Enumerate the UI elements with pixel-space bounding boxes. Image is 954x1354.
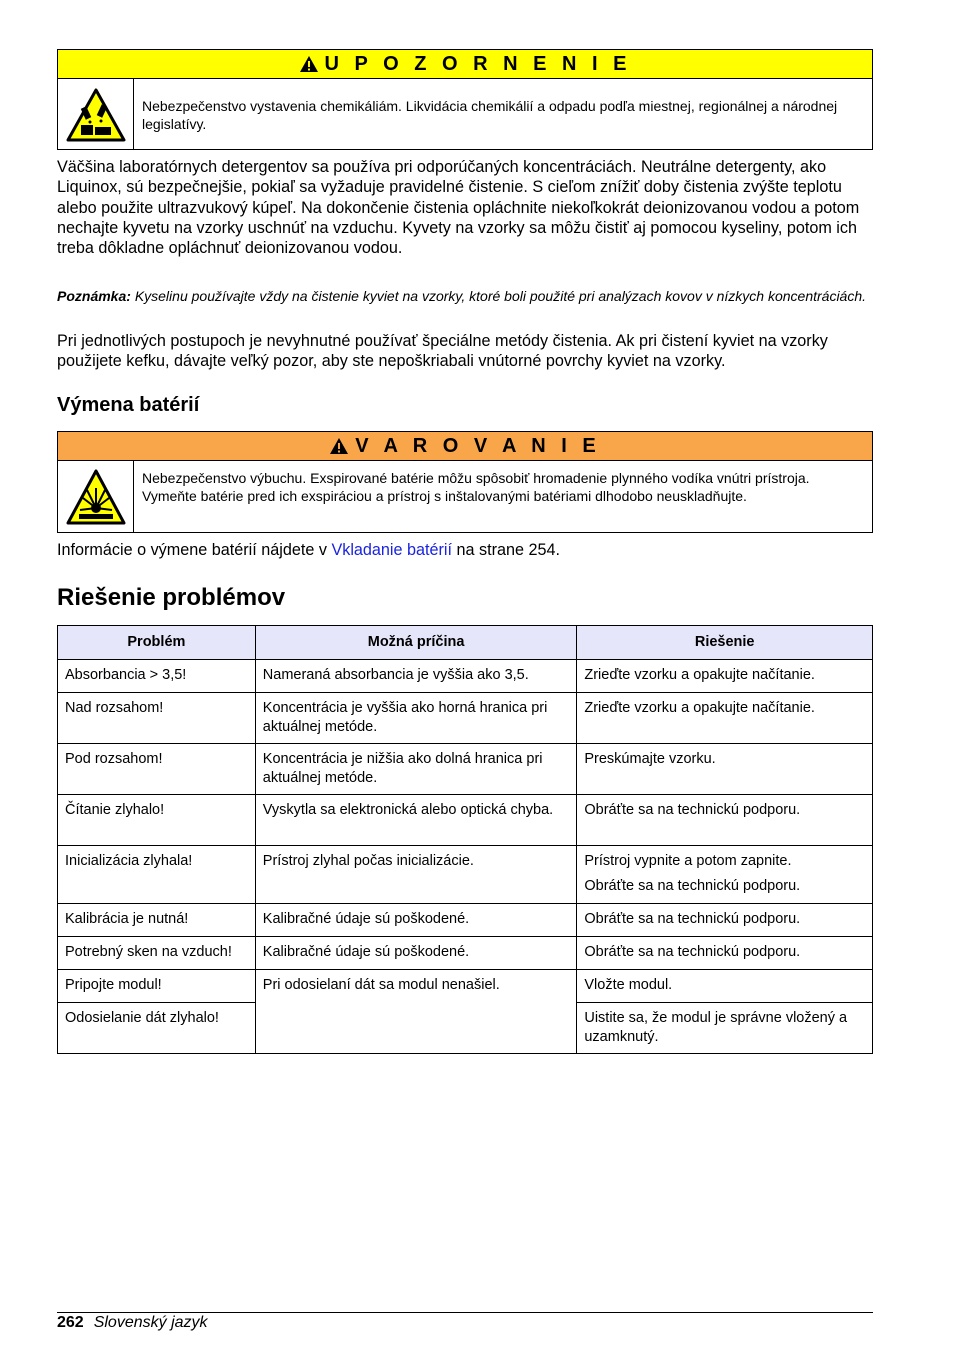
warning-header [58,432,872,461]
explosion-hazard-icon [58,461,134,533]
cell-cause: Kalibračné údaje sú poškodené. [255,937,577,970]
cell-cause: Kalibračné údaje sú poškodené. [255,904,577,937]
cell-problem: Potrebný sken na vzduch! [58,937,256,970]
page-footer [57,1313,208,1333]
warning-title: V A R O V A N I E [355,434,601,457]
cell-cause: Pri odosielaní dát sa modul nenašiel. [255,970,577,1054]
table-row [58,744,873,795]
column-header-problem: Problém [58,626,256,660]
cell-solution: Zrieďte vzorku a opakujte načítanie. [577,693,873,744]
battery-install-link[interactable]: Vkladanie batérií [331,541,453,559]
cell-solution: Uistite sa, že modul je správne vložený a uzamknutý. [577,1003,873,1054]
cell-solution-line: Obráťte sa na technickú podporu. [584,878,801,894]
cell-solution: Obráťte sa na technickú podporu. [577,904,873,937]
cell-problem: Nad rozsahom! [58,693,256,744]
cell-problem: Pripojte modul! [58,970,256,1003]
paragraph-detergents: Väčšina laboratórnych detergentov sa používa pri odporúčaných koncentráciách. Neutrálne detergenty, ako Liquinox, sú bezpečnejšie, pokiaľ sa vyžaduje pravidelné čistenie. S cieľom znížiť doby čistenia zvýšte teplotu alebo použite ultrazvukový kúpeľ. Na dokončenie čistenia opláchnite niekoľkokrát deionizovanou vodou a potom nechajte kyvetu na vzorky uschnúť na vzduchu. Kyvety na vzorky sa môžu čistiť aj pomocou kyseliny, potom ich treba dôkladne opláchnuť deionizovanou vodou. [57,158,860,258]
cell-cause: Vyskytla sa elektronická alebo optická chyba. [255,795,577,846]
page-number: 262 [57,1314,84,1331]
caution-box [57,49,873,150]
cell-problem: Kalibrácia je nutná! [58,904,256,937]
cell-solution: Preskúmajte vzorku. [577,744,873,795]
chemical-hazard-icon [58,79,134,150]
table-header-row [58,626,873,660]
cell-cause: Nameraná absorbancia je vyššia ako 3,5. [255,660,577,693]
cell-problem: Pod rozsahom! [58,744,256,795]
cell-solution: Vložte modul. [577,970,873,1003]
warning-box [57,431,873,533]
cell-problem: Absorbancia > 3,5! [58,660,256,693]
cell-solution: Obráťte sa na technickú podporu. [577,795,873,846]
battery-info [57,540,873,560]
note-label: Poznámka: [57,288,131,304]
cell-solution: Obráťte sa na technickú podporu. [577,937,873,970]
warning-text: Nebezpečenstvo výbuchu. Exspirované batérie môžu spôsobiť hromadenie plynného vodíka vnútri prístroja. Vymeňte batérie pred ich exspiráciou a prístroj s inštalovanými batériami dlhodobo neuskladňujte. [142,470,810,504]
battery-info-after: na strane 254. [452,541,561,559]
cell-solution-line: Prístroj vypnite a potom zapnite. [584,853,792,869]
paragraph-cleaning-methods: Pri jednotlivých postupoch je nevyhnutné používať špeciálne metódy čistenia. Ak pri čistení kyviet na vzorky použijete kefku, dávajte veľký pozor, aby ste nepoškriabali vnútorné povrchy kyviet na vzorky. [57,332,828,371]
caution-title: U P O Z O R N E N I E [324,52,632,75]
table-row [58,660,873,693]
warning-triangle-icon [299,55,319,73]
caution-header [58,50,872,79]
note-text: Kyselinu používajte vždy na čistenie kyviet na vzorky, ktoré boli použité pri analýzach kovov v nízkych koncentráciách. [134,288,867,304]
battery-info-before: Informácie o výmene batérií nájdete v [57,541,332,559]
cell-problem: Čítanie zlyhalo! [58,795,256,846]
caution-text: Nebezpečenstvo vystavenia chemikáliám. Likvidácia chemikálií a odpadu podľa miestnej, regionálnej a národnej legislatívy. [142,98,838,132]
table-row [58,795,873,846]
troubleshooting-table [57,625,873,1054]
cell-solution: Zrieďte vzorku a opakujte načítanie. [577,660,873,693]
table-row [58,937,873,970]
battery-heading: Výmena batérií [57,394,200,416]
table-row [58,693,873,744]
column-header-solution: Riešenie [577,626,873,660]
cell-solution [577,846,873,904]
table-row [58,846,873,904]
warning-triangle-icon [329,437,349,455]
cell-problem: Inicializácia zlyhala! [58,846,256,904]
column-header-cause: Možná príčina [255,626,577,660]
troubleshooting-heading: Riešenie problémov [57,584,286,611]
table-row [58,904,873,937]
cell-cause: Prístroj zlyhal počas inicializácie. [255,846,577,904]
cell-problem: Odosielanie dát zlyhalo! [58,1003,256,1054]
footer-language: Slovenský jazyk [93,1314,208,1331]
cell-cause: Koncentrácia je vyššia ako horná hranica pri aktuálnej metóde. [255,693,577,744]
cell-cause: Koncentrácia je nižšia ako dolná hranica pri aktuálnej metóde. [255,744,577,795]
note [57,287,873,305]
table-row [58,970,873,1003]
